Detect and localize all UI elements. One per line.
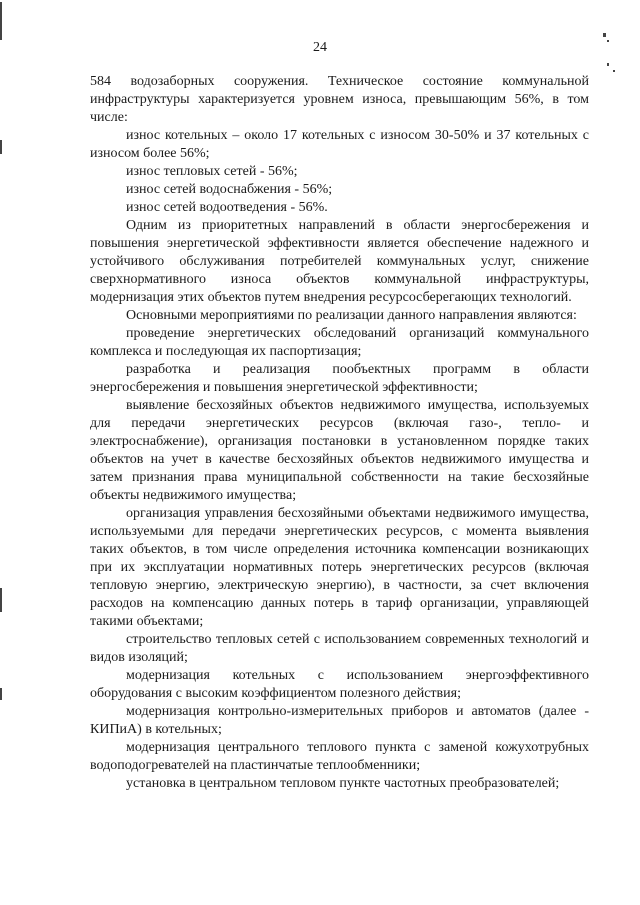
list-item: проведение энергетических обследований организаций коммунального комплекса и последующая их паспортизация; xyxy=(90,326,589,359)
scan-mark xyxy=(0,140,2,154)
paragraph: Одним из приоритетных направлений в области энергосбережения и повышения энергетической эффективности является обеспечение надежного и устойчивого обслуживания потребителей коммунальных услуг, снижение сверхнормативного износа объектов коммунальной инфраструктуры, модернизация этих объектов путем внедрения ресурсосберегающих технологий. xyxy=(90,218,589,305)
list-item: износ котельных – около 17 котельных с износом 30-50% и 37 котельных с износом более 56%; xyxy=(90,128,589,161)
list-item: разработка и реализация пообъектных программ в области энергосбережения и повышения энергетической эффективности; xyxy=(90,362,589,395)
scan-mark xyxy=(0,688,2,700)
paragraph: Основными мероприятиями по реализации данного направления являются: xyxy=(126,308,577,323)
list-item: износ тепловых сетей - 56%; xyxy=(126,164,298,179)
list-item: строительство тепловых сетей с использованием современных технологий и видов изоляций; xyxy=(90,632,589,665)
scan-mark xyxy=(0,588,2,612)
page-number: 24 xyxy=(313,40,327,55)
list-item: износ сетей водоотведения - 56%. xyxy=(126,200,328,215)
list-item: организация управления бесхозяйными объектами недвижимого имущества, используемыми для передачи энергетических ресурсов, с момента выявления таких объектов, в том числе определения источника компенсации возникающих при их эксплуатации нормативных потерь энергетических ресурсов (включая тепловую энергию, электрическую энергию), в частности, за счет включения расходов на компенсацию данных потерь в тариф организации, управляющей такими объектами; xyxy=(90,506,589,629)
list-item: установка в центральном тепловом пункте частотных преобразователей; xyxy=(126,776,560,791)
scan-mark xyxy=(607,40,609,42)
paragraph: 584 водозаборных сооружения. Техническое состояние коммунальной инфраструктуры характеризуется уровнем износа, превышающим 56%, в том числе: xyxy=(90,74,589,125)
list-item: модернизация центрального теплового пункта с заменой кожухотрубных водоподогревателей на пластинчатые теплообменники; xyxy=(90,740,589,773)
scan-mark xyxy=(0,2,2,40)
list-item: износ сетей водоснабжения - 56%; xyxy=(126,182,333,197)
list-item: модернизация котельных с использованием энергоэффективного оборудования с высоким коэффициентом полезного действия; xyxy=(90,668,589,701)
scan-mark xyxy=(603,33,606,37)
scan-mark xyxy=(607,63,609,66)
document-body xyxy=(90,73,589,793)
list-item: выявление бесхозяйных объектов недвижимого имущества, используемых для передачи энергетических ресурсов (включая газо-, тепло- и электроснабжение), организация постановки в установленном порядке таких объектов на учет в качестве бесхозяйных объектов недвижимого имущества и затем признания права муниципальной собственности на такие бесхозяйные объекты недвижимого имущества; xyxy=(90,398,589,503)
scan-mark xyxy=(613,70,615,72)
list-item: модернизация контрольно-измерительных приборов и автоматов (далее - КИПиА) в котельных; xyxy=(90,704,589,737)
